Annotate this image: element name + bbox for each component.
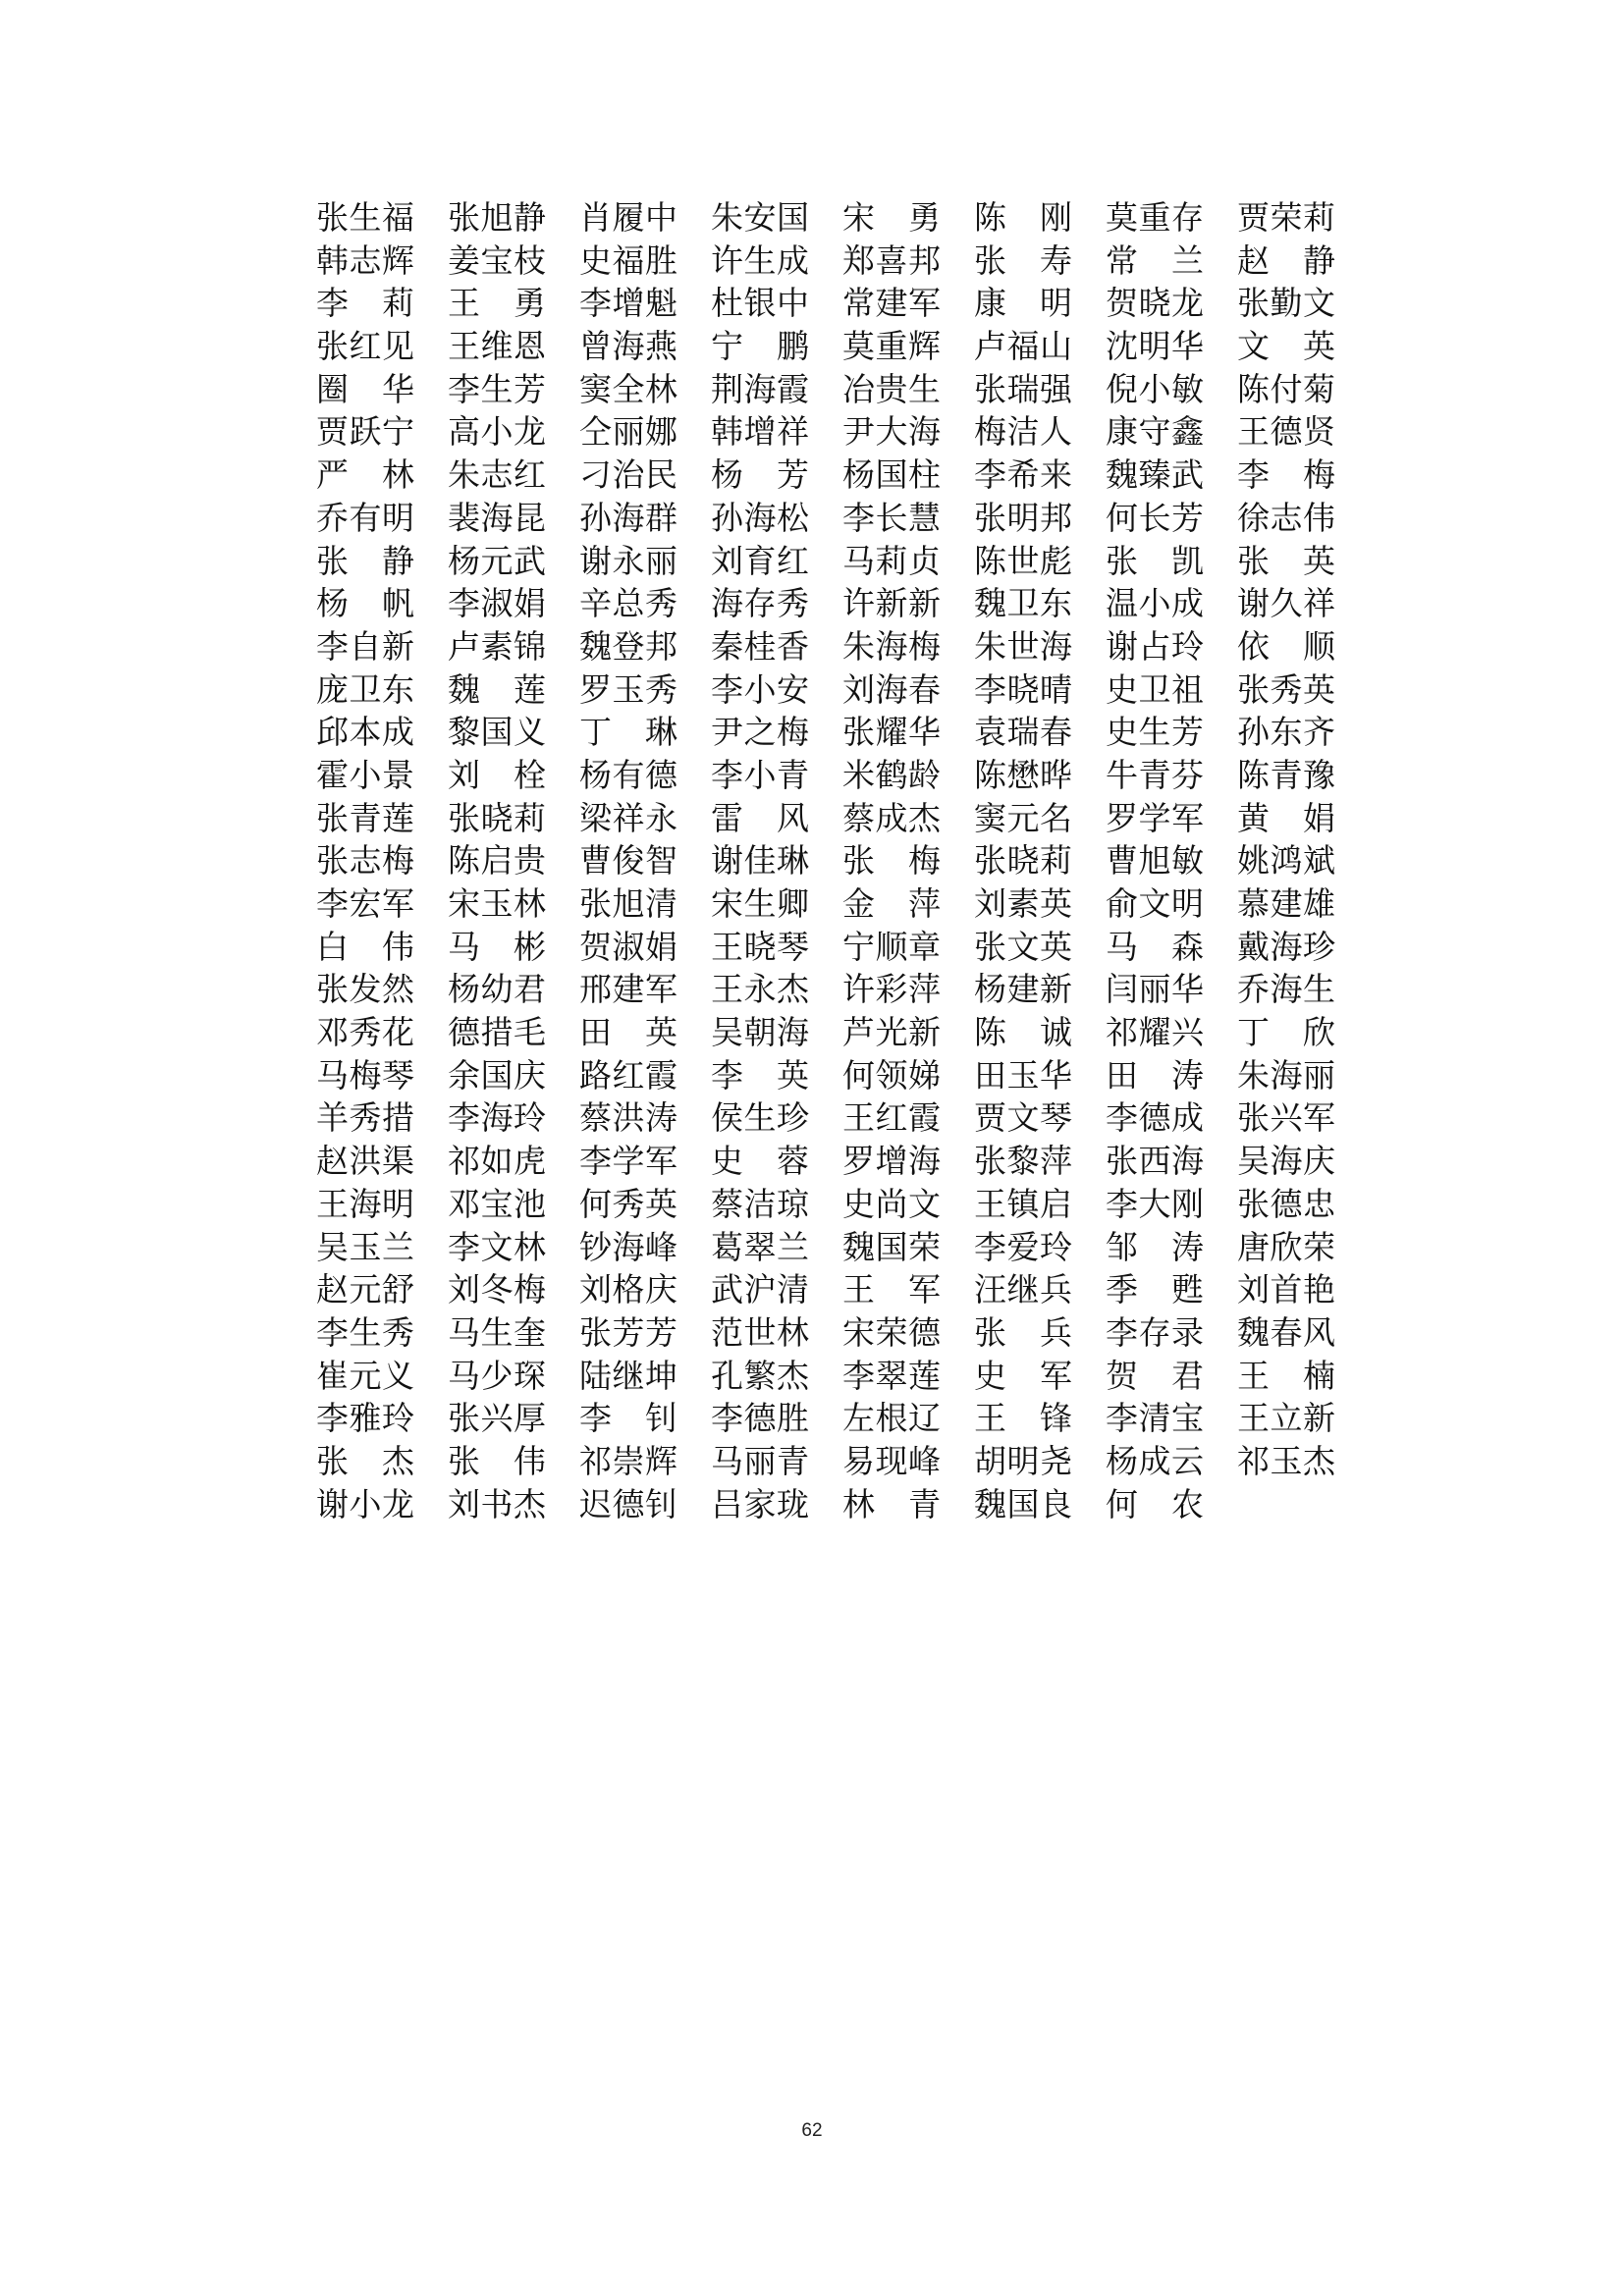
name-entry: 杨成云 [1106, 1441, 1204, 1480]
name-entry: 胡明尧 [974, 1441, 1072, 1480]
name-entry: 祁如虎 [448, 1142, 546, 1181]
name-entry: 赵元舒 [316, 1270, 414, 1309]
name-entry: 莫重存 [1106, 198, 1204, 237]
name-entry: 刘首艳 [1237, 1270, 1335, 1309]
name-entry: 雷 风 [711, 798, 809, 837]
name-entry: 谢久祥 [1237, 584, 1335, 623]
name-entry: 慕建雄 [1237, 884, 1335, 923]
name-entry: 魏国良 [974, 1484, 1072, 1523]
name-entry: 金 萍 [842, 884, 941, 923]
name-entry: 徐志伟 [1237, 498, 1335, 537]
name-entry: 曾海燕 [579, 327, 677, 366]
name-entry: 李德胜 [711, 1399, 809, 1438]
name-entry: 祁崇辉 [579, 1441, 677, 1480]
name-entry: 马生奎 [448, 1312, 546, 1352]
name-entry: 黎国义 [448, 713, 546, 752]
name-list [316, 196, 1337, 1525]
name-entry: 许新新 [842, 584, 941, 623]
name-entry: 马 森 [1106, 927, 1204, 966]
name-entry: 季 甦 [1106, 1270, 1204, 1309]
name-entry: 孙海松 [711, 498, 809, 537]
name-entry: 张红见 [316, 327, 414, 366]
name-entry: 邱本成 [316, 713, 414, 752]
name-entry: 康 明 [974, 284, 1072, 323]
name-entry: 魏国荣 [842, 1227, 941, 1266]
name-entry: 马 彬 [448, 927, 546, 966]
name-entry: 林 青 [842, 1484, 941, 1523]
name-entry: 孙海群 [579, 498, 677, 537]
name-entry: 仝丽娜 [579, 412, 677, 452]
name-entry: 张 英 [1237, 541, 1335, 580]
name-entry: 左根辽 [842, 1399, 941, 1438]
name-entry: 史福胜 [579, 240, 677, 280]
name-entry: 贾荣莉 [1237, 198, 1335, 237]
name-entry: 余国庆 [448, 1055, 546, 1095]
name-entry: 羊秀措 [316, 1098, 414, 1138]
name-entry: 葛翠兰 [711, 1227, 809, 1266]
name-entry: 陈青豫 [1237, 755, 1335, 794]
name-entry: 温小成 [1106, 584, 1204, 623]
name-entry: 宋玉林 [448, 884, 546, 923]
name-entry: 李清宝 [1106, 1399, 1204, 1438]
name-entry: 武沪清 [711, 1270, 809, 1309]
name-entry: 刘育红 [711, 541, 809, 580]
name-entry: 贺 君 [1106, 1356, 1204, 1395]
name-entry: 邹 涛 [1106, 1227, 1204, 1266]
name-entry: 祁玉杰 [1237, 1441, 1335, 1480]
name-entry: 王 军 [842, 1270, 941, 1309]
name-entry: 张晓莉 [448, 798, 546, 837]
name-entry: 迟德钊 [579, 1484, 677, 1523]
name-entry: 杨 芳 [711, 455, 809, 495]
name-entry: 李翠莲 [842, 1356, 941, 1395]
name-entry: 陈付菊 [1237, 369, 1335, 408]
name-entry: 谢占玲 [1106, 626, 1204, 666]
name-entry: 杨国柱 [842, 455, 941, 495]
name-entry: 袁瑞春 [974, 713, 1072, 752]
name-entry: 芦光新 [842, 1013, 941, 1052]
name-entry: 宁顺章 [842, 927, 941, 966]
name-entry: 海存秀 [711, 584, 809, 623]
name-entry: 刁治民 [579, 455, 677, 495]
name-entry: 何领娣 [842, 1055, 941, 1095]
name-entry: 贾跃宁 [316, 412, 414, 452]
name-entry: 张 杰 [316, 1441, 414, 1480]
name-entry: 李文林 [448, 1227, 546, 1266]
name-entry: 史生芳 [1106, 713, 1204, 752]
name-entry: 陆继坤 [579, 1356, 677, 1395]
name-entry: 魏春风 [1237, 1312, 1335, 1352]
name-entry: 田玉华 [974, 1055, 1072, 1095]
name-entry: 李 莉 [316, 284, 414, 323]
name-entry: 马梅琴 [316, 1055, 414, 1095]
name-entry: 许彩萍 [842, 970, 941, 1009]
name-entry: 孙东齐 [1237, 713, 1335, 752]
name-entry: 史卫祖 [1106, 669, 1204, 709]
name-entry: 罗玉秀 [579, 669, 677, 709]
name-entry: 杨建新 [974, 970, 1072, 1009]
name-entry: 王维恩 [448, 327, 546, 366]
name-entry: 魏 莲 [448, 669, 546, 709]
name-entry: 庞卫东 [316, 669, 414, 709]
name-entry: 李爱玲 [974, 1227, 1072, 1266]
name-entry: 李大刚 [1106, 1184, 1204, 1223]
name-entry: 霍小景 [316, 755, 414, 794]
name-entry: 李生秀 [316, 1312, 414, 1352]
name-entry: 张耀华 [842, 713, 941, 752]
name-entry: 刘素英 [974, 884, 1072, 923]
name-entry: 李学军 [579, 1142, 677, 1181]
name-entry: 王镇启 [974, 1184, 1072, 1223]
name-entry: 陈 刚 [974, 198, 1072, 237]
name-entry: 史尚文 [842, 1184, 941, 1223]
name-entry: 侯生珍 [711, 1098, 809, 1138]
name-entry: 牛青芬 [1106, 755, 1204, 794]
name-entry: 俞文明 [1106, 884, 1204, 923]
name-entry: 何长芳 [1106, 498, 1204, 537]
name-entry: 常建军 [842, 284, 941, 323]
name-entry: 依 顺 [1237, 626, 1335, 666]
name-entry: 曹旭敏 [1106, 841, 1204, 881]
name-entry: 李海玲 [448, 1098, 546, 1138]
name-entry: 邓秀花 [316, 1013, 414, 1052]
name-entry: 马莉贞 [842, 541, 941, 580]
name-entry: 范世林 [711, 1312, 809, 1352]
name-entry: 刘冬梅 [448, 1270, 546, 1309]
name-entry: 张秀英 [1237, 669, 1335, 709]
name-entry: 宋生卿 [711, 884, 809, 923]
name-entry: 卢素锦 [448, 626, 546, 666]
name-entry: 张 兵 [974, 1312, 1072, 1352]
name-entry: 刘 栓 [448, 755, 546, 794]
name-entry: 李自新 [316, 626, 414, 666]
name-entry: 孔繁杰 [711, 1356, 809, 1395]
name-entry: 张 伟 [448, 1441, 546, 1480]
name-entry: 贺淑娟 [579, 927, 677, 966]
name-entry: 崔元义 [316, 1356, 414, 1395]
name-entry: 米鹤龄 [842, 755, 941, 794]
name-entry: 邓宝池 [448, 1184, 546, 1223]
name-entry: 李雅玲 [316, 1399, 414, 1438]
name-entry: 白 伟 [316, 927, 414, 966]
name-entry: 张兴军 [1237, 1098, 1335, 1138]
name-entry: 肖履中 [579, 198, 677, 237]
name-entry: 吴海庆 [1237, 1142, 1335, 1181]
name-entry: 吴朝海 [711, 1013, 809, 1052]
name-entry: 姜宝枝 [448, 240, 546, 280]
name-entry: 卢福山 [974, 327, 1072, 366]
name-entry: 魏臻武 [1106, 455, 1204, 495]
name-entry: 秦桂香 [711, 626, 809, 666]
name-entry: 陈 诚 [974, 1013, 1072, 1052]
name-entry: 王 锋 [974, 1399, 1072, 1438]
name-entry: 许生成 [711, 240, 809, 280]
name-entry: 贺晓龙 [1106, 284, 1204, 323]
name-entry: 田 英 [579, 1013, 677, 1052]
name-entry: 窦元名 [974, 798, 1072, 837]
name-entry: 史 军 [974, 1356, 1072, 1395]
name-entry: 罗增海 [842, 1142, 941, 1181]
name-entry: 蔡成杰 [842, 798, 941, 837]
name-entry: 戴海珍 [1237, 927, 1335, 966]
name-entry: 陈世彪 [974, 541, 1072, 580]
name-entry: 张旭静 [448, 198, 546, 237]
name-entry: 梅洁人 [974, 412, 1072, 452]
name-entry: 张 寿 [974, 240, 1072, 280]
name-entry: 乔有明 [316, 498, 414, 537]
name-entry: 李晓晴 [974, 669, 1072, 709]
name-entry: 蔡洁琼 [711, 1184, 809, 1223]
name-entry: 李 英 [711, 1055, 809, 1095]
name-entry: 裴海昆 [448, 498, 546, 537]
name-entry: 常 兰 [1106, 240, 1204, 280]
name-entry: 李 钊 [579, 1399, 677, 1438]
name-entry: 闫丽华 [1106, 970, 1204, 1009]
name-entry: 马少琛 [448, 1356, 546, 1395]
name-entry: 文 英 [1237, 327, 1335, 366]
name-entry: 李宏军 [316, 884, 414, 923]
name-entry: 张瑞强 [974, 369, 1072, 408]
name-entry: 吴玉兰 [316, 1227, 414, 1266]
name-entry: 魏登邦 [579, 626, 677, 666]
name-entry: 李存录 [1106, 1312, 1204, 1352]
name-entry: 李淑娟 [448, 584, 546, 623]
name-entry: 冶贵生 [842, 369, 941, 408]
name-entry: 魏卫东 [974, 584, 1072, 623]
name-entry: 杨 帆 [316, 584, 414, 623]
name-entry: 张 凯 [1106, 541, 1204, 580]
name-entry: 易现峰 [842, 1441, 941, 1480]
name-entry: 张勤文 [1237, 284, 1335, 323]
name-entry: 尹之梅 [711, 713, 809, 752]
name-entry: 荆海霞 [711, 369, 809, 408]
name-entry: 韩增祥 [711, 412, 809, 452]
name-entry: 陈启贵 [448, 841, 546, 881]
name-entry: 王红霞 [842, 1098, 941, 1138]
name-entry: 李小青 [711, 755, 809, 794]
name-entry: 尹大海 [842, 412, 941, 452]
name-entry: 张晓莉 [974, 841, 1072, 881]
name-entry: 李希来 [974, 455, 1072, 495]
name-entry: 王海明 [316, 1184, 414, 1223]
name-entry: 梁祥永 [579, 798, 677, 837]
name-entry: 杨幼君 [448, 970, 546, 1009]
name-entry: 张生福 [316, 198, 414, 237]
name-entry: 史 蓉 [711, 1142, 809, 1181]
name-entry: 朱海丽 [1237, 1055, 1335, 1095]
name-entry: 马丽青 [711, 1441, 809, 1480]
name-entry: 李小安 [711, 669, 809, 709]
name-entry: 乔海生 [1237, 970, 1335, 1009]
name-entry: 莫重辉 [842, 327, 941, 366]
name-entry: 高小龙 [448, 412, 546, 452]
name-entry: 王德贤 [1237, 412, 1335, 452]
name-entry: 谢佳琳 [711, 841, 809, 881]
name-entry: 宋 勇 [842, 198, 941, 237]
page-number: 62 [801, 2120, 823, 2141]
name-entry: 杜银中 [711, 284, 809, 323]
name-entry: 何秀英 [579, 1184, 677, 1223]
name-entry: 窦全林 [579, 369, 677, 408]
name-entry: 王立新 [1237, 1399, 1335, 1438]
name-entry: 王 勇 [448, 284, 546, 323]
name-entry: 张 静 [316, 541, 414, 580]
name-entry: 宋荣德 [842, 1312, 941, 1352]
name-entry: 何 农 [1106, 1484, 1204, 1523]
name-entry: 宁 鹏 [711, 327, 809, 366]
name-entry: 丁 欣 [1237, 1013, 1335, 1052]
name-entry: 祁耀兴 [1106, 1013, 1204, 1052]
name-entry: 杨元武 [448, 541, 546, 580]
name-entry: 张旭清 [579, 884, 677, 923]
name-entry: 邢建军 [579, 970, 677, 1009]
name-entry: 李长慧 [842, 498, 941, 537]
name-entry: 王晓琴 [711, 927, 809, 966]
name-entry: 贾文琴 [974, 1098, 1072, 1138]
name-entry: 陈懋晔 [974, 755, 1072, 794]
name-entry: 李 梅 [1237, 455, 1335, 495]
name-entry: 刘格庆 [579, 1270, 677, 1309]
name-entry: 唐欣荣 [1237, 1227, 1335, 1266]
name-entry: 蔡洪涛 [579, 1098, 677, 1138]
name-entry: 赵洪渠 [316, 1142, 414, 1181]
name-entry: 张明邦 [974, 498, 1072, 537]
name-entry: 张青莲 [316, 798, 414, 837]
name-entry: 张文英 [974, 927, 1072, 966]
name-entry: 严 林 [316, 455, 414, 495]
name-entry: 郑喜邦 [842, 240, 941, 280]
name-entry: 朱世海 [974, 626, 1072, 666]
name-entry: 田 涛 [1106, 1055, 1204, 1095]
name-entry: 朱志红 [448, 455, 546, 495]
name-entry: 王 楠 [1237, 1356, 1335, 1395]
name-entry: 张发然 [316, 970, 414, 1009]
name-entry: 沈明华 [1106, 327, 1204, 366]
name-entry: 汪继兵 [974, 1270, 1072, 1309]
name-entry: 张 梅 [842, 841, 941, 881]
name-entry: 朱安国 [711, 198, 809, 237]
name-entry: 圈 华 [316, 369, 414, 408]
name-entry: 李增魁 [579, 284, 677, 323]
name-entry: 黄 娟 [1237, 798, 1335, 837]
name-entry: 王永杰 [711, 970, 809, 1009]
name-entry: 钞海峰 [579, 1227, 677, 1266]
name-entry: 李生芳 [448, 369, 546, 408]
name-entry: 吕家珑 [711, 1484, 809, 1523]
name-entry: 刘书杰 [448, 1484, 546, 1523]
name-entry: 倪小敏 [1106, 369, 1204, 408]
name-entry: 张德忠 [1237, 1184, 1335, 1223]
name-entry: 李德成 [1106, 1098, 1204, 1138]
name-entry: 刘海春 [842, 669, 941, 709]
name-entry: 谢小龙 [316, 1484, 414, 1523]
name-entry: 张志梅 [316, 841, 414, 881]
name-entry: 路红霞 [579, 1055, 677, 1095]
name-entry: 谢永丽 [579, 541, 677, 580]
name-entry: 张西海 [1106, 1142, 1204, 1181]
name-entry: 赵 静 [1237, 240, 1335, 280]
name-entry: 张芳芳 [579, 1312, 677, 1352]
name-entry: 姚鸿斌 [1237, 841, 1335, 881]
name-entry: 辛总秀 [579, 584, 677, 623]
name-entry: 丁 琳 [579, 713, 677, 752]
name-entry: 张兴厚 [448, 1399, 546, 1438]
name-entry: 杨有德 [579, 755, 677, 794]
name-entry: 罗学军 [1106, 798, 1204, 837]
name-entry: 韩志辉 [316, 240, 414, 280]
name-entry: 张黎萍 [974, 1142, 1072, 1181]
name-entry: 曹俊智 [579, 841, 677, 881]
name-entry: 康守鑫 [1106, 412, 1204, 452]
name-entry: 德措毛 [448, 1013, 546, 1052]
name-entry: 朱海梅 [842, 626, 941, 666]
